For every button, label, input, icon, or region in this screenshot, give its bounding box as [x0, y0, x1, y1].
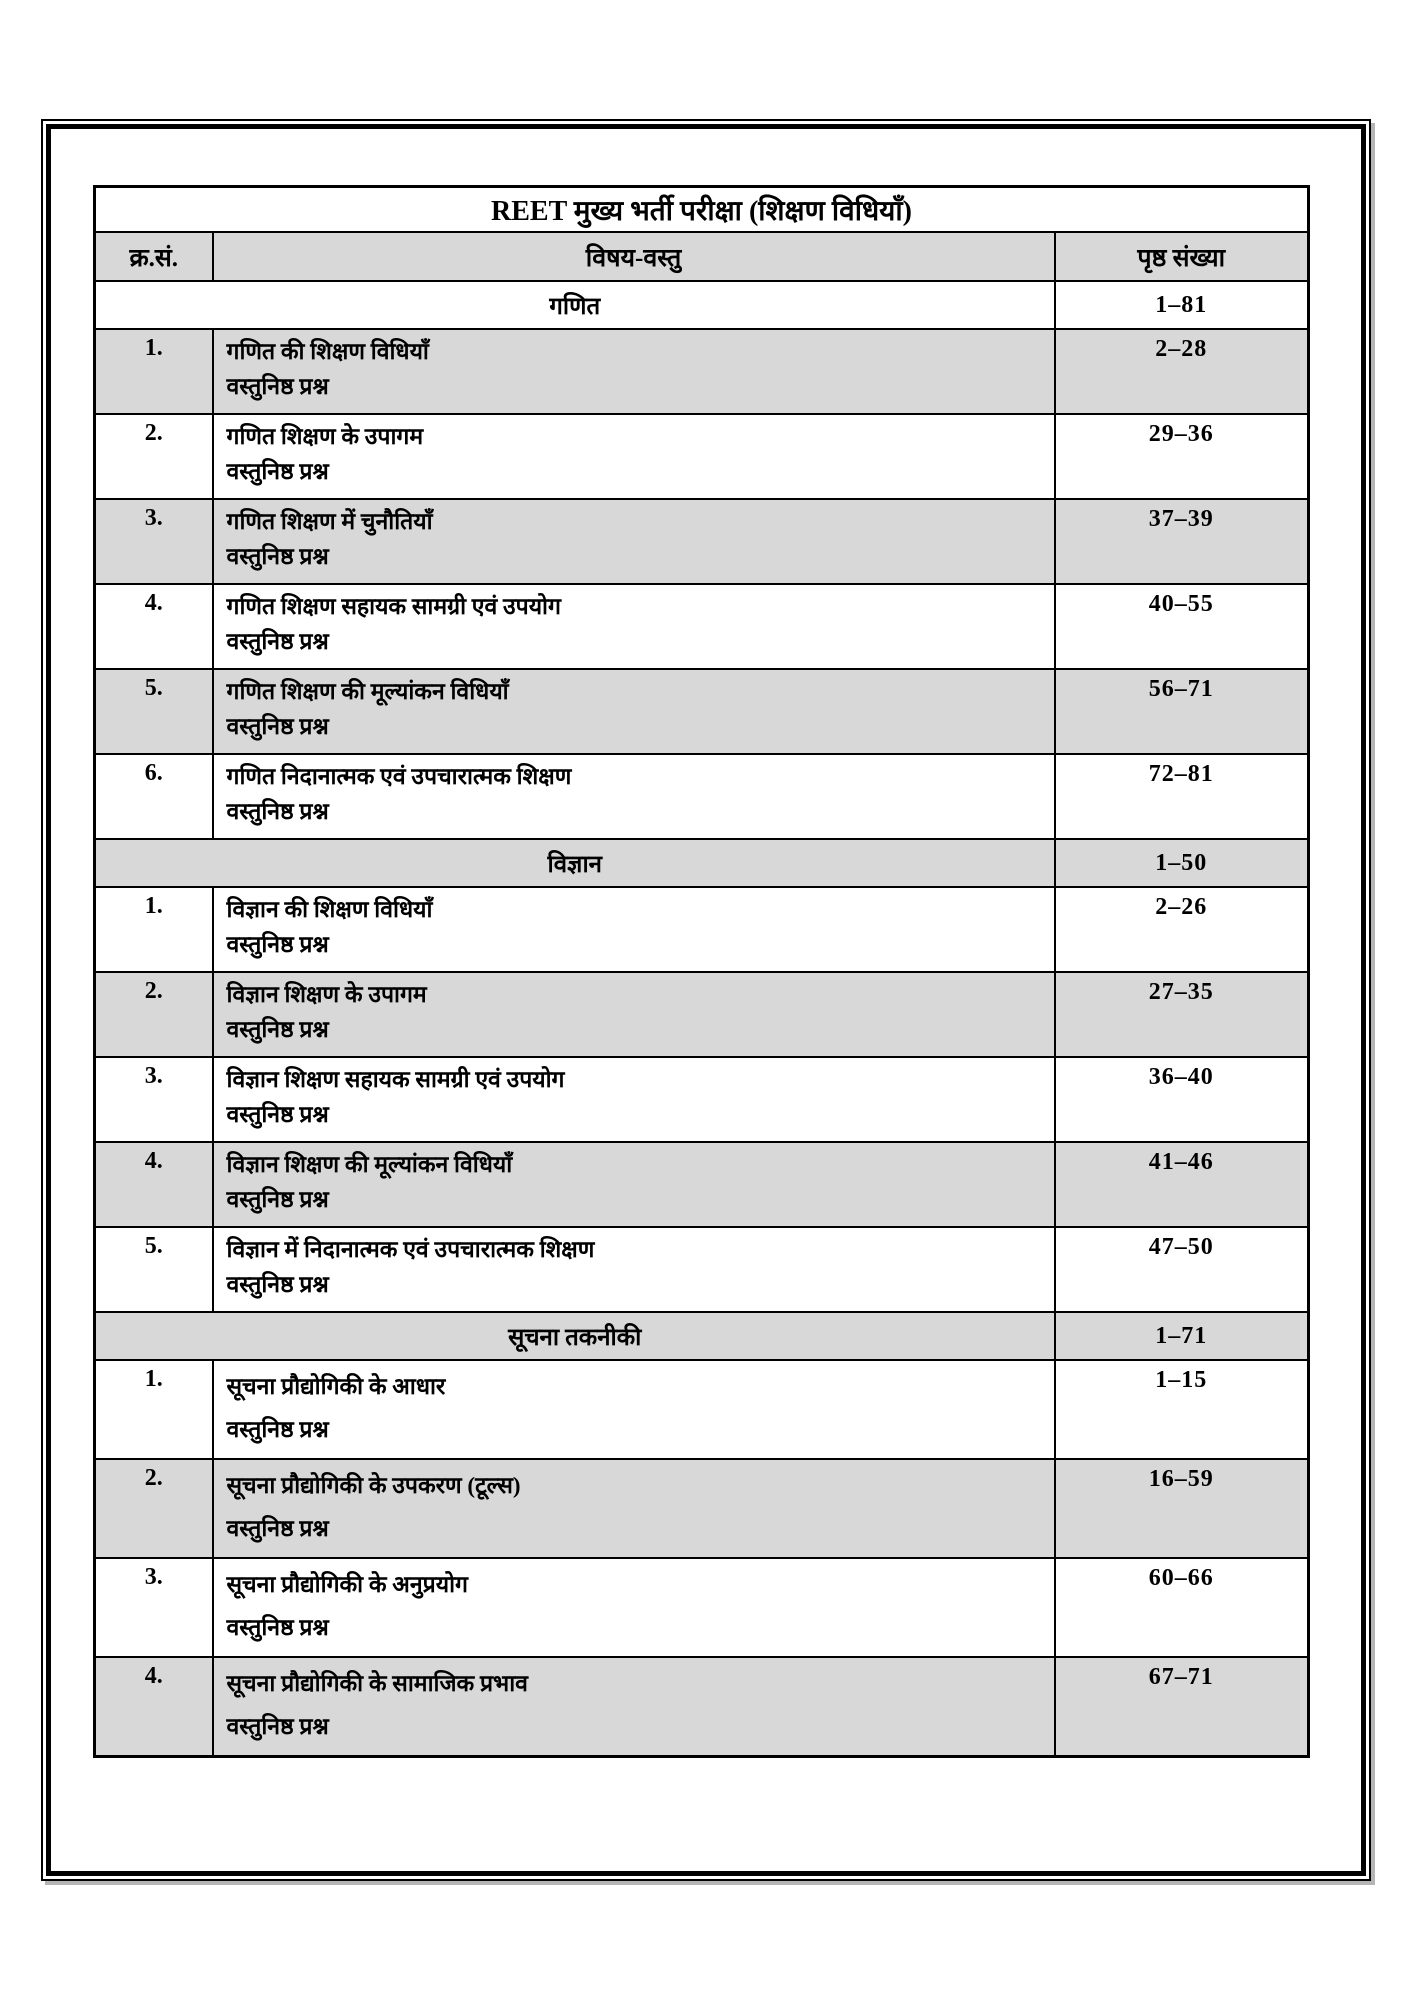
column-header-subject: विषय-वस्तु — [213, 232, 1055, 281]
toc-row — [95, 1459, 1309, 1558]
chapter-title: विज्ञान शिक्षण के उपागम — [226, 982, 427, 1007]
toc-row — [95, 669, 1309, 754]
row-serial-number: 3. — [95, 499, 213, 584]
objective-questions-label: वस्तुनिष्ठ प्रश्न — [226, 1187, 329, 1212]
objective-questions-label: वस्तुनिष्ठ प्रश्न — [226, 1615, 329, 1640]
chapter-title: सूचना प्रौद्योगिकी के आधार — [226, 1374, 446, 1399]
toc-body — [95, 281, 1309, 1757]
toc-row — [95, 499, 1309, 584]
section-name: सूचना तकनीकी — [95, 1312, 1055, 1360]
row-subject-cell — [213, 1057, 1055, 1142]
row-subject-cell — [213, 1227, 1055, 1312]
row-pages: 1–15 — [1055, 1360, 1309, 1459]
toc-row — [95, 1227, 1309, 1312]
chapter-title: विज्ञान शिक्षण की मूल्यांकन विधियाँ — [226, 1152, 513, 1177]
row-subject-cell — [213, 754, 1055, 839]
chapter-title: गणित शिक्षण के उपागम — [226, 424, 424, 449]
title-row — [95, 187, 1309, 233]
row-serial-number: 3. — [95, 1558, 213, 1657]
toc-row — [95, 1057, 1309, 1142]
row-subject-cell — [213, 414, 1055, 499]
row-subject-cell — [213, 1459, 1055, 1558]
section-name: विज्ञान — [95, 839, 1055, 887]
column-header-row — [95, 232, 1309, 281]
row-subject-cell — [213, 584, 1055, 669]
chapter-title: सूचना प्रौद्योगिकी के उपकरण (टूल्स) — [226, 1473, 521, 1498]
chapter-title: विज्ञान की शिक्षण विधियाँ — [226, 897, 433, 922]
toc-row — [95, 972, 1309, 1057]
toc-row — [95, 584, 1309, 669]
row-pages: 29–36 — [1055, 414, 1309, 499]
row-subject-cell — [213, 329, 1055, 414]
row-subject-cell — [213, 972, 1055, 1057]
row-serial-number: 4. — [95, 1657, 213, 1757]
row-serial-number: 2. — [95, 972, 213, 1057]
row-pages: 72–81 — [1055, 754, 1309, 839]
objective-questions-label: वस्तुनिष्ठ प्रश्न — [226, 1272, 329, 1297]
chapter-title: गणित निदानात्मक एवं उपचारात्मक शिक्षण — [226, 764, 572, 789]
row-subject-cell — [213, 1142, 1055, 1227]
row-serial-number: 2. — [95, 414, 213, 499]
row-pages: 27–35 — [1055, 972, 1309, 1057]
objective-questions-label: वस्तुनिष्ठ प्रश्न — [226, 1417, 329, 1442]
chapter-title: विज्ञान शिक्षण सहायक सामग्री एवं उपयोग — [226, 1067, 565, 1092]
row-pages: 2–28 — [1055, 329, 1309, 414]
row-pages: 56–71 — [1055, 669, 1309, 754]
row-serial-number: 4. — [95, 584, 213, 669]
row-serial-number: 2. — [95, 1459, 213, 1558]
column-header-sn: क्र.सं. — [95, 232, 213, 281]
toc-row — [95, 1360, 1309, 1459]
row-serial-number: 1. — [95, 1360, 213, 1459]
objective-questions-label: वस्तुनिष्ठ प्रश्न — [226, 629, 329, 654]
chapter-title: गणित की शिक्षण विधियाँ — [226, 339, 429, 364]
row-serial-number: 5. — [95, 1227, 213, 1312]
section-pages: 1–81 — [1055, 281, 1309, 329]
chapter-title: गणित शिक्षण की मूल्यांकन विधियाँ — [226, 679, 509, 704]
chapter-title: गणित शिक्षण में चुनौतियाँ — [226, 509, 433, 534]
section-pages: 1–71 — [1055, 1312, 1309, 1360]
objective-questions-label: वस्तुनिष्ठ प्रश्न — [226, 374, 329, 399]
objective-questions-label: वस्तुनिष्ठ प्रश्न — [226, 932, 329, 957]
chapter-title: सूचना प्रौद्योगिकी के अनुप्रयोग — [226, 1572, 468, 1597]
row-pages: 16–59 — [1055, 1459, 1309, 1558]
toc-table — [93, 185, 1310, 1758]
section-pages: 1–50 — [1055, 839, 1309, 887]
row-serial-number: 1. — [95, 887, 213, 972]
row-pages: 67–71 — [1055, 1657, 1309, 1757]
chapter-title: गणित शिक्षण सहायक सामग्री एवं उपयोग — [226, 594, 561, 619]
row-pages: 2–26 — [1055, 887, 1309, 972]
row-pages: 41–46 — [1055, 1142, 1309, 1227]
row-pages: 47–50 — [1055, 1227, 1309, 1312]
document-title: REET मुख्य भर्ती परीक्षा (शिक्षण विधियाँ) — [95, 187, 1309, 233]
toc-row — [95, 887, 1309, 972]
objective-questions-label: वस्तुनिष्ठ प्रश्न — [226, 1102, 329, 1127]
objective-questions-label: वस्तुनिष्ठ प्रश्न — [226, 1017, 329, 1042]
toc-row — [95, 1142, 1309, 1227]
section-row — [95, 839, 1309, 887]
objective-questions-label: वस्तुनिष्ठ प्रश्न — [226, 1516, 329, 1541]
objective-questions-label: वस्तुनिष्ठ प्रश्न — [226, 799, 329, 824]
toc-row — [95, 754, 1309, 839]
row-serial-number: 5. — [95, 669, 213, 754]
section-row — [95, 281, 1309, 329]
objective-questions-label: वस्तुनिष्ठ प्रश्न — [226, 544, 329, 569]
section-row — [95, 1312, 1309, 1360]
objective-questions-label: वस्तुनिष्ठ प्रश्न — [226, 459, 329, 484]
row-serial-number: 4. — [95, 1142, 213, 1227]
row-pages: 36–40 — [1055, 1057, 1309, 1142]
row-serial-number: 3. — [95, 1057, 213, 1142]
row-subject-cell — [213, 887, 1055, 972]
row-subject-cell — [213, 1657, 1055, 1757]
row-pages: 60–66 — [1055, 1558, 1309, 1657]
column-header-pages: पृष्ठ संख्या — [1055, 232, 1309, 281]
row-serial-number: 1. — [95, 329, 213, 414]
row-serial-number: 6. — [95, 754, 213, 839]
objective-questions-label: वस्तुनिष्ठ प्रश्न — [226, 714, 329, 739]
row-subject-cell — [213, 669, 1055, 754]
row-subject-cell — [213, 1360, 1055, 1459]
row-subject-cell — [213, 1558, 1055, 1657]
row-subject-cell — [213, 499, 1055, 584]
toc-row — [95, 329, 1309, 414]
row-pages: 40–55 — [1055, 584, 1309, 669]
chapter-title: विज्ञान में निदानात्मक एवं उपचारात्मक शिक्षण — [226, 1237, 595, 1262]
toc-row — [95, 1657, 1309, 1757]
row-pages: 37–39 — [1055, 499, 1309, 584]
section-name: गणित — [95, 281, 1055, 329]
chapter-title: सूचना प्रौद्योगिकी के सामाजिक प्रभाव — [226, 1671, 528, 1696]
toc-row — [95, 1558, 1309, 1657]
toc-row — [95, 414, 1309, 499]
objective-questions-label: वस्तुनिष्ठ प्रश्न — [226, 1714, 329, 1739]
